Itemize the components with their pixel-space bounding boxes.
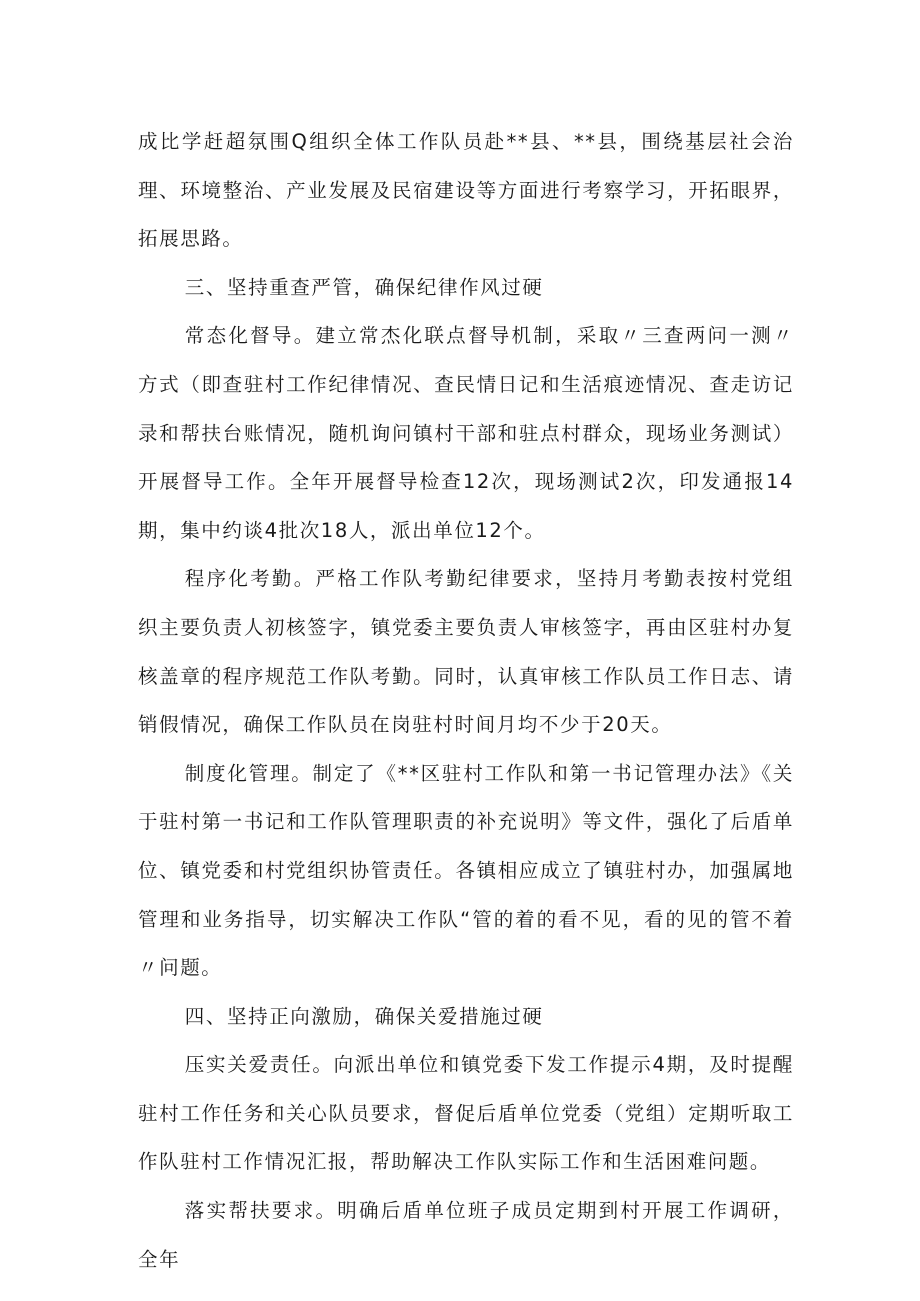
paragraph-attendance: 程序化考勤。严格工作队考勤纪律要求，坚持月考勤表按村党组织主要负责人初核签字，镇党委主要负责人审核签字，再由区驻村办复核盖章的程序规范工作队考勤。同时，认真审核工作队员工作日志、请销假情况，确保工作队员在岗驻村时间月均不少于20天。: [138, 567, 794, 737]
section-heading-four: 四、坚持正向激励，确保关爱措施过硬: [184, 1004, 544, 1028]
document-body: [138, 118, 794, 1284]
section-heading-three: 三、坚持重查严管，确保纪律作风过硬: [184, 275, 544, 299]
paragraph-assistance-requirements: 落实帮扶要求。明确后盾单位班子成员定期到村开展工作调研，全年: [138, 1199, 794, 1271]
paragraph-continuation: 成比学赶超氛围Q组织全体工作队员赴**县、**县，围绕基层社会治理、环境整治、产业发展及民宿建设等方面进行考察学习，开拓眼界，拓展思路。: [138, 130, 794, 251]
paragraph-care-responsibility: 压实关爱责任。向派出单位和镇党委下发工作提示4期，及时提醒驻村工作任务和关心队员要求，督促后盾单位党委（党组）定期听取工作队驻村工作情况汇报，帮助解决工作队实际工作和生活困难问题。: [138, 1053, 794, 1174]
paragraph-management: 制度化管理。制定了《**区驻村工作队和第一书记管理办法》《关于驻村第一书记和工作队管理职责的补充说明》等文件，强化了后盾单位、镇党委和村党组织协管责任。各镇相应成立了镇驻村办，加强属地管理和业务指导，切实解决工作队“管的着的看不见，看的见的管不着〃问题。: [138, 761, 794, 980]
paragraph-routine-supervision: 常态化督导。建立常杰化联点督导机制，采取〃三查两问一测〃方式（即查驻村工作纪律情况、查民情日记和生活痕迹情况、查走访记录和帮扶台账情况，随机询问镇村干部和驻点村群众，现场业务测试）开展督导工作。全年开展督导检查12次，现场测试2次，印发通报14期，集中约谈4批次18人，派出单位12个。: [138, 324, 794, 542]
